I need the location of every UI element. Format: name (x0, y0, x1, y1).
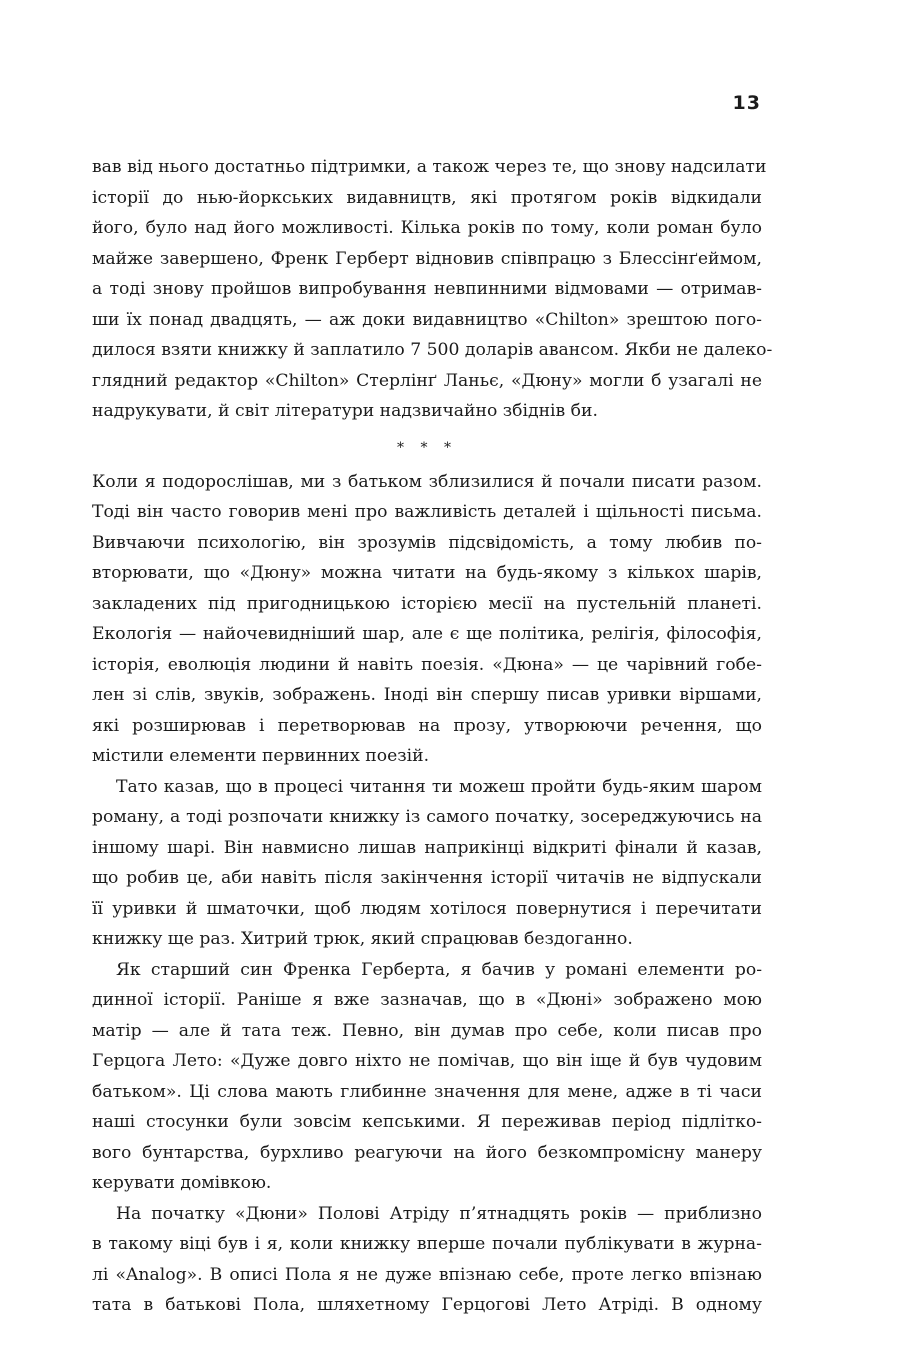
text-line: Коли я подорослішав, ми з батьком зблизилися й почали писати разом. (92, 471, 762, 492)
text-line: а тоді знову пройшов випробування невпинними відмовами — отримав- (92, 279, 762, 299)
text-line: лі «Analog». В описі Пола я не дуже впізнаю себе, проте легко впізнаю (92, 1264, 762, 1285)
text-line: його, було над його можливості. Кілька років по тому, коли роман було (92, 218, 762, 238)
text-line: надрукувати, й світ літератури надзвичайно збіднів би. (92, 401, 598, 421)
text-line: Герцога Лето: «Дуже довго ніхто не помічав, що він іще й був чудовим (92, 1051, 762, 1071)
text-line: книжку ще раз. Хитрий трюк, який спрацював бездоганно. (92, 929, 633, 949)
text-line: керувати домівкою. (92, 1173, 272, 1193)
page-number: 13 (732, 92, 761, 114)
text-line: тата в батькові Пола, шляхетному Герцогові Лето Атріді. В одному (92, 1295, 762, 1315)
text-line: динної історії. Раніше я вже зазначав, що в «Дюні» зображено мою (92, 990, 762, 1010)
text-line: історія, еволюція людини й навіть поезія. «Дюна» — це чарівний гобе- (92, 654, 762, 675)
text-line: Екологія — найочевидніший шар, але є ще політика, релігія, філософія, (92, 624, 762, 644)
text-line: батьком». Ці слова мають глибинне значення для мене, адже в ті часи (92, 1081, 762, 1102)
text-line: містили елементи первинних поезій. (92, 746, 430, 766)
text-line: в такому віці був і я, коли книжку вперше почали публікувати в журна- (92, 1234, 762, 1254)
text-line: іншому шарі. Він навмисно лишав наприкінці відкриті фінали й казав, (92, 837, 762, 858)
text-line: роману, а тоді розпочати книжку із самого початку, зосереджуючись на (92, 807, 762, 827)
text-line: вого бунтарства, бурхливо реагуючи на його безкомпромісну манеру (92, 1142, 762, 1163)
text-line: вторювати, що «Дюну» можна читати на будь-якому з кількох шарів, (92, 563, 762, 583)
text-line: матір — але й тата теж. Певно, він думав про себе, коли писав про (92, 1020, 762, 1041)
paragraph (92, 152, 773, 427)
text-line: вав від нього достатньо підтримки, а також через те, що знову надсилати (92, 157, 767, 177)
text-line: наші стосунки були зовсім кепськими. Я переживав період підлітко- (92, 1112, 762, 1132)
text-line: Як старший син Френка Герберта, я бачив у романі елементи ро- (116, 959, 762, 980)
paragraph (92, 1199, 762, 1321)
paragraph (92, 467, 762, 772)
text-line: глядний редактор «Chilton» Стерлінґ Ланьє, «Дюну» могли б узагалі не (92, 370, 762, 391)
text-line: дилося взяти книжку й заплатило 7 500 доларів авансом. Якби не далеко- (92, 340, 773, 360)
text-line: На початку «Дюни» Полові Атріду п’ятнадцять років — приблизно (116, 1203, 762, 1224)
text-line: Вивчаючи психологію, він зрозумів підсвідомість, а тому любив по- (92, 532, 762, 553)
paragraph (92, 955, 762, 1199)
text-line: історії до нью-йоркських видавництв, які протягом років відкидали (92, 187, 762, 208)
text-line: ши їх понад двадцять, — аж доки видавництво «Chilton» зрештою пого- (92, 309, 762, 330)
paragraph (92, 772, 762, 955)
text-line: які розширював і перетворював на прозу, утворюючи речення, що (92, 715, 762, 736)
section-divider: * * * (397, 439, 457, 456)
text-line: що робив це, аби навіть після закінчення історії читачів не відпускали (92, 868, 762, 888)
text-line: Тато казав, що в процесі читання ти можеш пройти будь-яким шаром (116, 776, 762, 797)
text-line: закладених під пригодницькою історією месії на пустельній планеті. (92, 593, 762, 614)
text-line: лен зі слів, звуків, зображень. Іноді він спершу писав уривки віршами, (92, 685, 762, 705)
text-line: майже завершено, Френк Герберт відновив співпрацю з Блессінґеймом, (92, 248, 762, 269)
text-line: Тоді він часто говорив мені про важливість деталей і щільності письма. (92, 502, 762, 522)
body-text (92, 152, 773, 1321)
text-line: її уривки й шматочки, щоб людям хотілося повернутися і перечитати (92, 898, 762, 919)
